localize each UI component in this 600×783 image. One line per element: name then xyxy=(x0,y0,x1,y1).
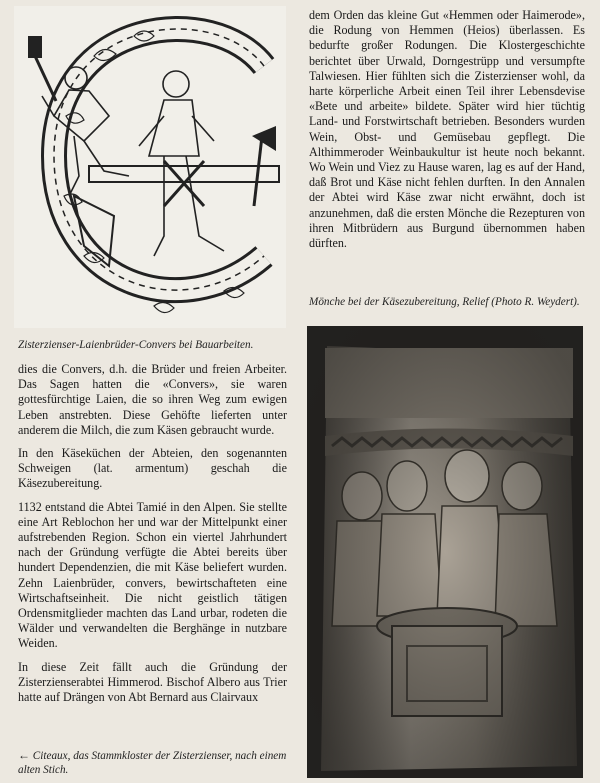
citeaux-caption-text: Citeaux, das Stammkloster der Zisterzienser, nach einem alten Stich. xyxy=(18,750,287,776)
right-column-text xyxy=(309,8,585,259)
arrow-left-icon: ← xyxy=(18,748,30,762)
citeaux-caption xyxy=(18,748,290,777)
paragraph: dies die Convers, d.h. die Brüder und freien Arbeiter. Das Sagen hatten die «Convers», sie waren gottesfürchtige Laien, die so ihren Weg zum ewigen Leben anstrebten. Diese Gehöfte lieferten unter anderem die Milch, die zum Käsen gebraucht wurde. xyxy=(18,362,287,437)
relief-photo-caption: Mönche bei der Käsezubereitung, Relief (Photo R. Weydert). xyxy=(309,296,580,308)
illustration-caption: Zisterzienser-Laienbrüder-Convers bei Bauarbeiten. xyxy=(18,339,254,351)
cheese-making-relief-photo xyxy=(307,326,583,778)
paragraph: In den Käseküchen der Abteien, den sogenannten Schweigen (lat. armentum) geschah die Käsezubereitung. xyxy=(18,446,287,491)
paragraph: dem Orden das kleine Gut «Hemmen oder Haimerode», die Rodung von Hemmen (Heios) überlassen. Es bedurfte großer Rodungen. Die Klostergeschichte berichtet über Urwald, Dorngestrüpp und versumpfte Talwiesen. Hier fühlten sich die Zisterzienser wohl, da harte körperliche Arbeit einen Teil ihrer Lebensdevise «Bete und arbeite» bildete. Später wird hier tüchtig Land- und Forstwirtschaft betrieben. Besonders wurden Wein, Obst- und Gemüsebau gepflegt. Die Althimmeroder Weinbaukultur ist heute noch bekannt. Wo Wein und Viez zu Hause waren, lag es auf der Hand, daß Brot und Käse nicht fehlen durften. In den Annalen der Abtei wird Käse zwar nicht erwähnt, doch ist anzunehmen, daß die ersten Mönche die Rezepturen von ihren Mitbrüdern aus Burgund übernommen haben dürften. xyxy=(309,8,585,251)
left-column-text xyxy=(18,362,287,713)
relief-image xyxy=(307,326,583,778)
lay-brothers-illustration xyxy=(14,6,286,328)
initial-c-drawing xyxy=(14,6,286,328)
paragraph: 1132 entstand die Abtei Tamié in den Alpen. Sie stellte eine Art Reblochon her und war der Mittelpunkt einer aufstrebenden Region. Schon ein viertel Jahrhundert nach der Gründung verfügte die Abtei bereits über hundert Dependenzien, die mit Käse beliefert wurden. Zehn Laienbrüder, convers, bewirtschafteten eine Wirtschaftseinheit. Die nicht geistlich tätigen Ordensmitglieder machten das Land urbar, rodeten die Wälder und verwandelten die Berghänge in nutzbare Weiden. xyxy=(18,499,287,651)
paragraph: In diese Zeit fällt auch die Gründung der Zisterzienserabtei Himmerod. Bischof Albero aus Trier hatte auf Drängen von Abt Bernard aus Clairvaux xyxy=(18,659,287,705)
